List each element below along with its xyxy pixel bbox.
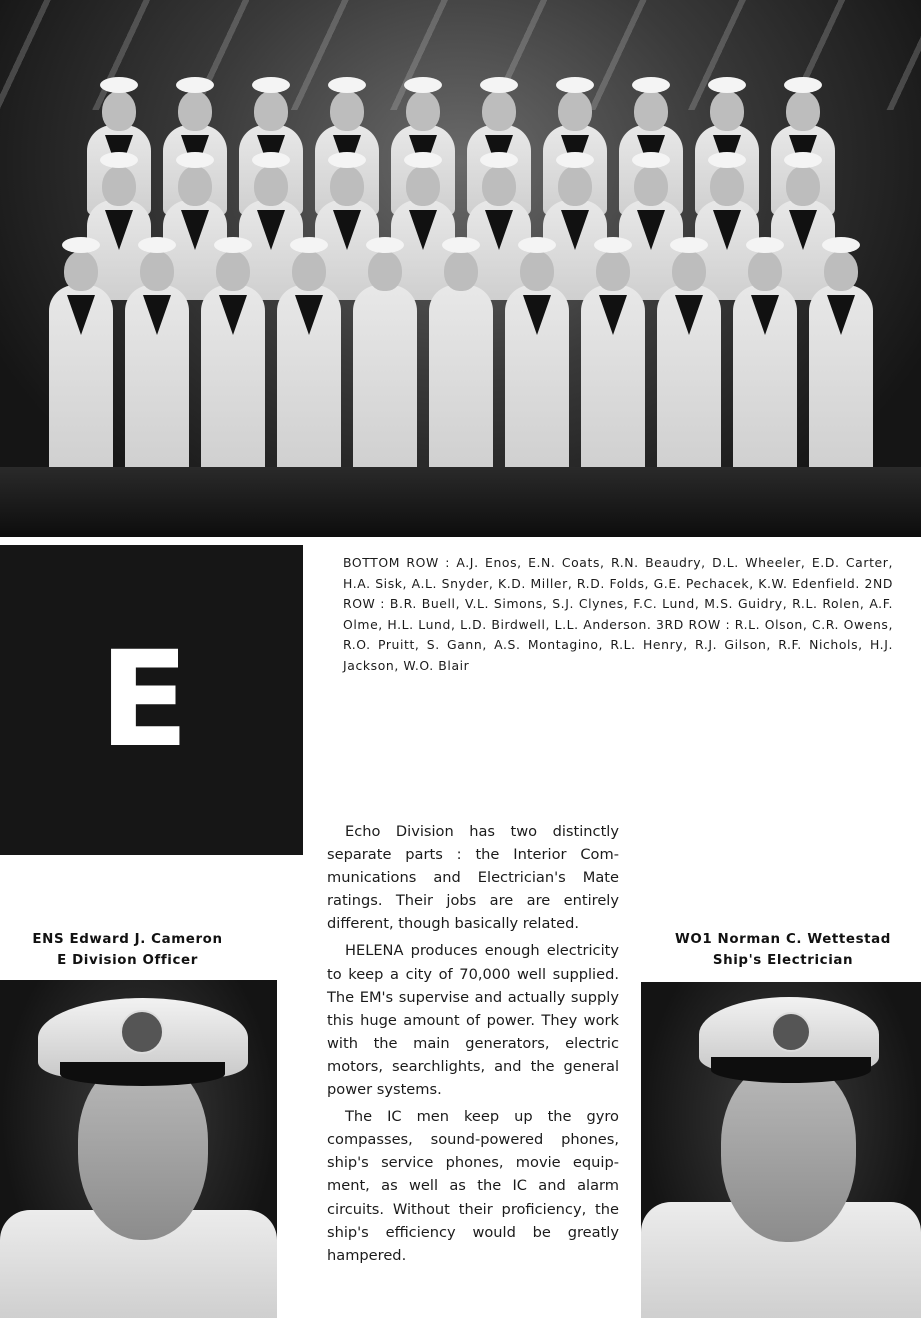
- division-letter: E: [98, 623, 190, 777]
- division-group-photo: [0, 0, 921, 537]
- right-officer-title: Ship's Electrician: [712, 953, 854, 968]
- left-officer-caption: [20, 929, 235, 971]
- deck-floor: [0, 467, 921, 537]
- left-officer-name: ENS Edward J. Cameron: [32, 932, 223, 947]
- overhead-pipes: [0, 0, 921, 110]
- paragraph-1: Echo Division has two distinctly separate parts : the Interior Communications and Electrician's Mate ratings. Their jobs are are entirely different, though basically related.: [327, 823, 619, 933]
- division-description: [327, 820, 619, 1271]
- right-officer-caption: [666, 929, 900, 971]
- sailor-row-bottom: [0, 285, 921, 475]
- left-officer-title: E Division Officer: [57, 953, 198, 968]
- right-officer-name: WO1 Norman C. Wettestad: [675, 932, 891, 947]
- paragraph-3: The IC men keep up the gyro compasses, sound-powered phones, ship's service phones, movie equipment, as well as the IC and alarm circuits. Without their proficiency, the ship's efficiency would be greatly hampered.: [327, 1108, 619, 1264]
- right-officer-portrait: [641, 982, 921, 1318]
- paragraph-2: HELENA produces enough electricity to keep a city of 70,000 well supplied. The EM's supervise and actually supply this huge amount of power. They work with the main generators, electric motors, searchlights, and the general power systems.: [327, 942, 619, 1099]
- roster-caption: BOTTOM ROW : A.J. Enos, E.N. Coats, R.N. Beaudry, D.L. Wheeler, E.D. Carter, H.A. Sisk, A.L. Snyder, K.D. Miller, R.D. Folds, G.E. Pechacek, K.W. Edenfield. 2ND ROW : B.R. Buell, V.L. Simons, S.J. Clynes, F.C. Lund, M.S. Guidry, R.L. Rolen, A.F. Olme, H.L. Lund, L.D. Birdwell, L.L. Anderson. 3RD ROW : R.L. Olson, C.R. Owens, R.O. Pruitt, S. Gann, A.S. Montagino, R.L. Henry, R.J. Gilson, R.F. Nichols, H.J. Jackson, W.O. Blair: [343, 555, 893, 673]
- left-officer-portrait: [0, 980, 277, 1318]
